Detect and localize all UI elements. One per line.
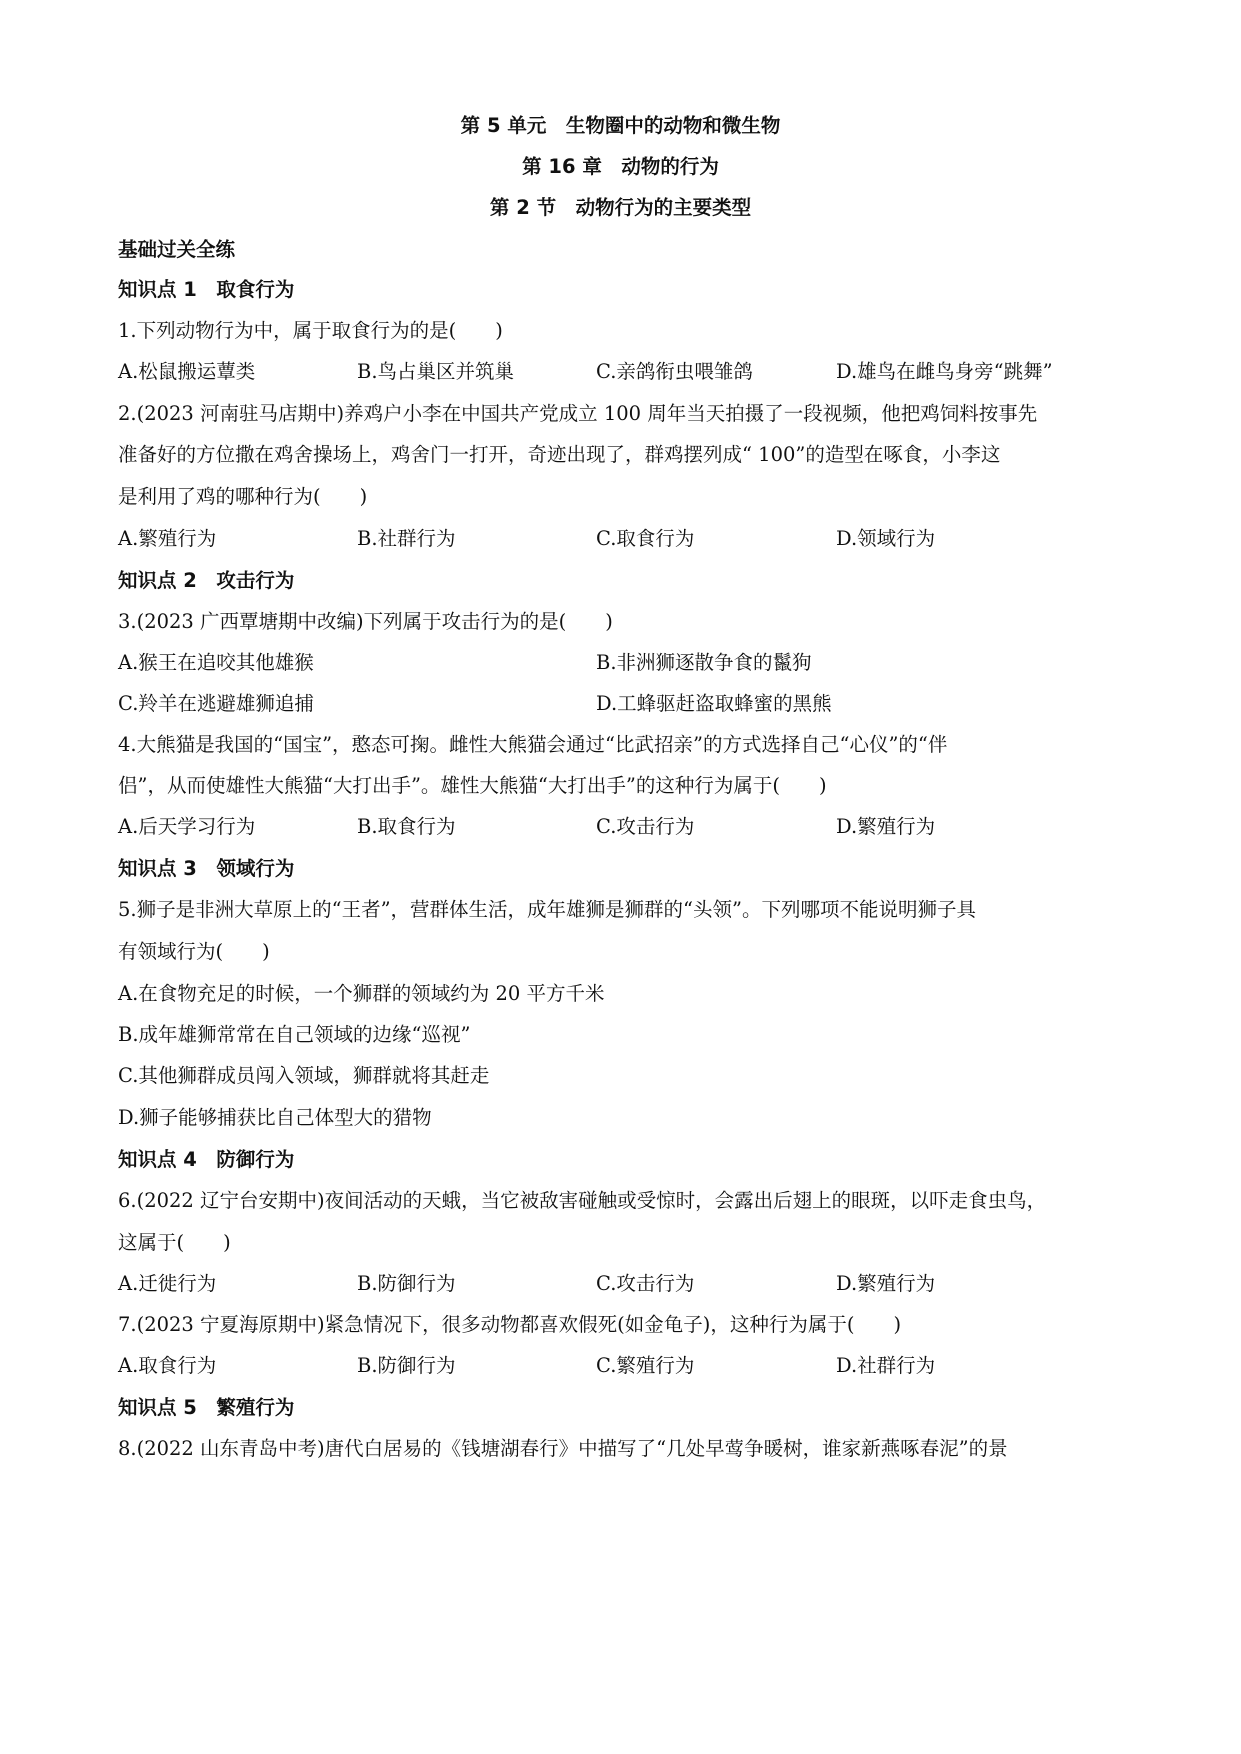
question-4-option-d: D.繁殖行为 xyxy=(836,815,936,838)
question-4-option-c: C.攻击行为 xyxy=(596,815,695,838)
knowledge-point-5: 知识点 5 繁殖行为 xyxy=(118,1396,295,1419)
question-3-option-c: C.羚羊在逃避雄狮追捕 xyxy=(118,692,314,715)
knowledge-point-2: 知识点 2 攻击行为 xyxy=(118,569,295,592)
question-6-option-c: C.攻击行为 xyxy=(596,1272,695,1295)
question-7-option-d: D.社群行为 xyxy=(836,1354,936,1377)
question-1-option-a: A.松鼠搬运蕈类 xyxy=(118,360,256,383)
question-6-option-d: D.繁殖行为 xyxy=(836,1272,936,1295)
question-2-option-c: C.取食行为 xyxy=(596,527,695,550)
question-5-option-b: B.成年雄狮常常在自己领域的边缘“巡视” xyxy=(118,1023,471,1046)
question-7-option-c: C.繁殖行为 xyxy=(596,1354,695,1377)
question-3-option-a: A.猴王在追咬其他雄猴 xyxy=(118,651,314,674)
question-4-option-a: A.后天学习行为 xyxy=(118,815,256,838)
knowledge-point-1: 知识点 1 取食行为 xyxy=(118,278,295,301)
question-7-option-b: B.防御行为 xyxy=(357,1354,456,1377)
question-5-text-line-1: 5.狮子是非洲大草原上的“王者”，营群体生活，成年雄狮是狮群的“头领”。下列哪项不能说明狮子具 xyxy=(118,898,976,921)
question-2-option-b: B.社群行为 xyxy=(357,527,456,550)
question-5-option-c: C.其他狮群成员闯入领域，狮群就将其赶走 xyxy=(118,1064,490,1087)
question-4-option-b: B.取食行为 xyxy=(357,815,456,838)
question-1-option-b: B.鸟占巢区并筑巢 xyxy=(357,360,515,383)
question-1-option-d: D.雄鸟在雌鸟身旁“跳舞” xyxy=(836,360,1053,383)
question-4-text-line-2: 侣”，从而使雄性大熊猫“大打出手”。雄性大熊猫“大打出手”的这种行为属于( ) xyxy=(118,774,827,797)
section-title: 第 2 节 动物行为的主要类型 xyxy=(489,196,752,219)
question-2-option-d: D.领域行为 xyxy=(836,527,936,550)
chapter-title: 第 16 章 动物的行为 xyxy=(522,155,719,178)
question-6-option-b: B.防御行为 xyxy=(357,1272,456,1295)
question-1-text: 1.下列动物行为中，属于取食行为的是( ) xyxy=(118,319,503,342)
question-3-text: 3.(2023 广西覃塘期中改编)下列属于攻击行为的是( ) xyxy=(118,610,613,633)
knowledge-point-4: 知识点 4 防御行为 xyxy=(118,1148,295,1171)
question-3-option-b: B.非洲狮逐散争食的鬣狗 xyxy=(596,651,812,674)
question-8-text-line-1: 8.(2022 山东青岛中考)唐代白居易的《钱塘湖春行》中描写了“几处早莺争暖树，谁家新燕啄春泥”的景 xyxy=(118,1437,1008,1460)
question-3-option-d: D.工蜂驱赶盗取蜂蜜的黑熊 xyxy=(596,692,832,715)
question-2-text-line-1: 2.(2023 河南驻马店期中)养鸡户小李在中国共产党成立 100 周年当天拍摄了一段视频，他把鸡饲料按事先 xyxy=(118,402,1038,425)
question-4-text-line-1: 4.大熊猫是我国的“国宝”，憨态可掬。雌性大熊猫会通过“比武招亲”的方式选择自己“心仪”的“伴 xyxy=(118,733,948,756)
question-5-text-line-2: 有领域行为( ) xyxy=(118,940,270,963)
practice-heading: 基础过关全练 xyxy=(118,238,236,261)
question-7-text: 7.(2023 宁夏海原期中)紧急情况下，很多动物都喜欢假死(如金龟子)，这种行为属于( ) xyxy=(118,1313,902,1336)
question-6-option-a: A.迁徙行为 xyxy=(118,1272,217,1295)
question-7-option-a: A.取食行为 xyxy=(118,1354,217,1377)
unit-title: 第 5 单元 生物圈中的动物和微生物 xyxy=(460,114,781,137)
question-5-option-d: D.狮子能够捕获比自己体型大的猎物 xyxy=(118,1106,432,1129)
question-6-text-line-2: 这属于( ) xyxy=(118,1231,231,1254)
knowledge-point-3: 知识点 3 领域行为 xyxy=(118,857,295,880)
question-2-text-line-3: 是利用了鸡的哪种行为( ) xyxy=(118,485,368,508)
question-5-option-a: A.在食物充足的时候，一个狮群的领域约为 20 平方千米 xyxy=(118,982,605,1005)
question-2-option-a: A.繁殖行为 xyxy=(118,527,217,550)
question-1-option-c: C.亲鸽衔虫喂雏鸽 xyxy=(596,360,753,383)
question-2-text-line-2: 准备好的方位撒在鸡舍操场上，鸡舍门一打开，奇迹出现了，群鸡摆列成“ 100”的造型在啄食，小李这 xyxy=(118,443,1001,466)
question-6-text-line-1: 6.(2022 辽宁台安期中)夜间活动的天蛾，当它被敌害碰触或受惊时，会露出后翅上的眼斑，以吓走食虫鸟， xyxy=(118,1189,1047,1212)
